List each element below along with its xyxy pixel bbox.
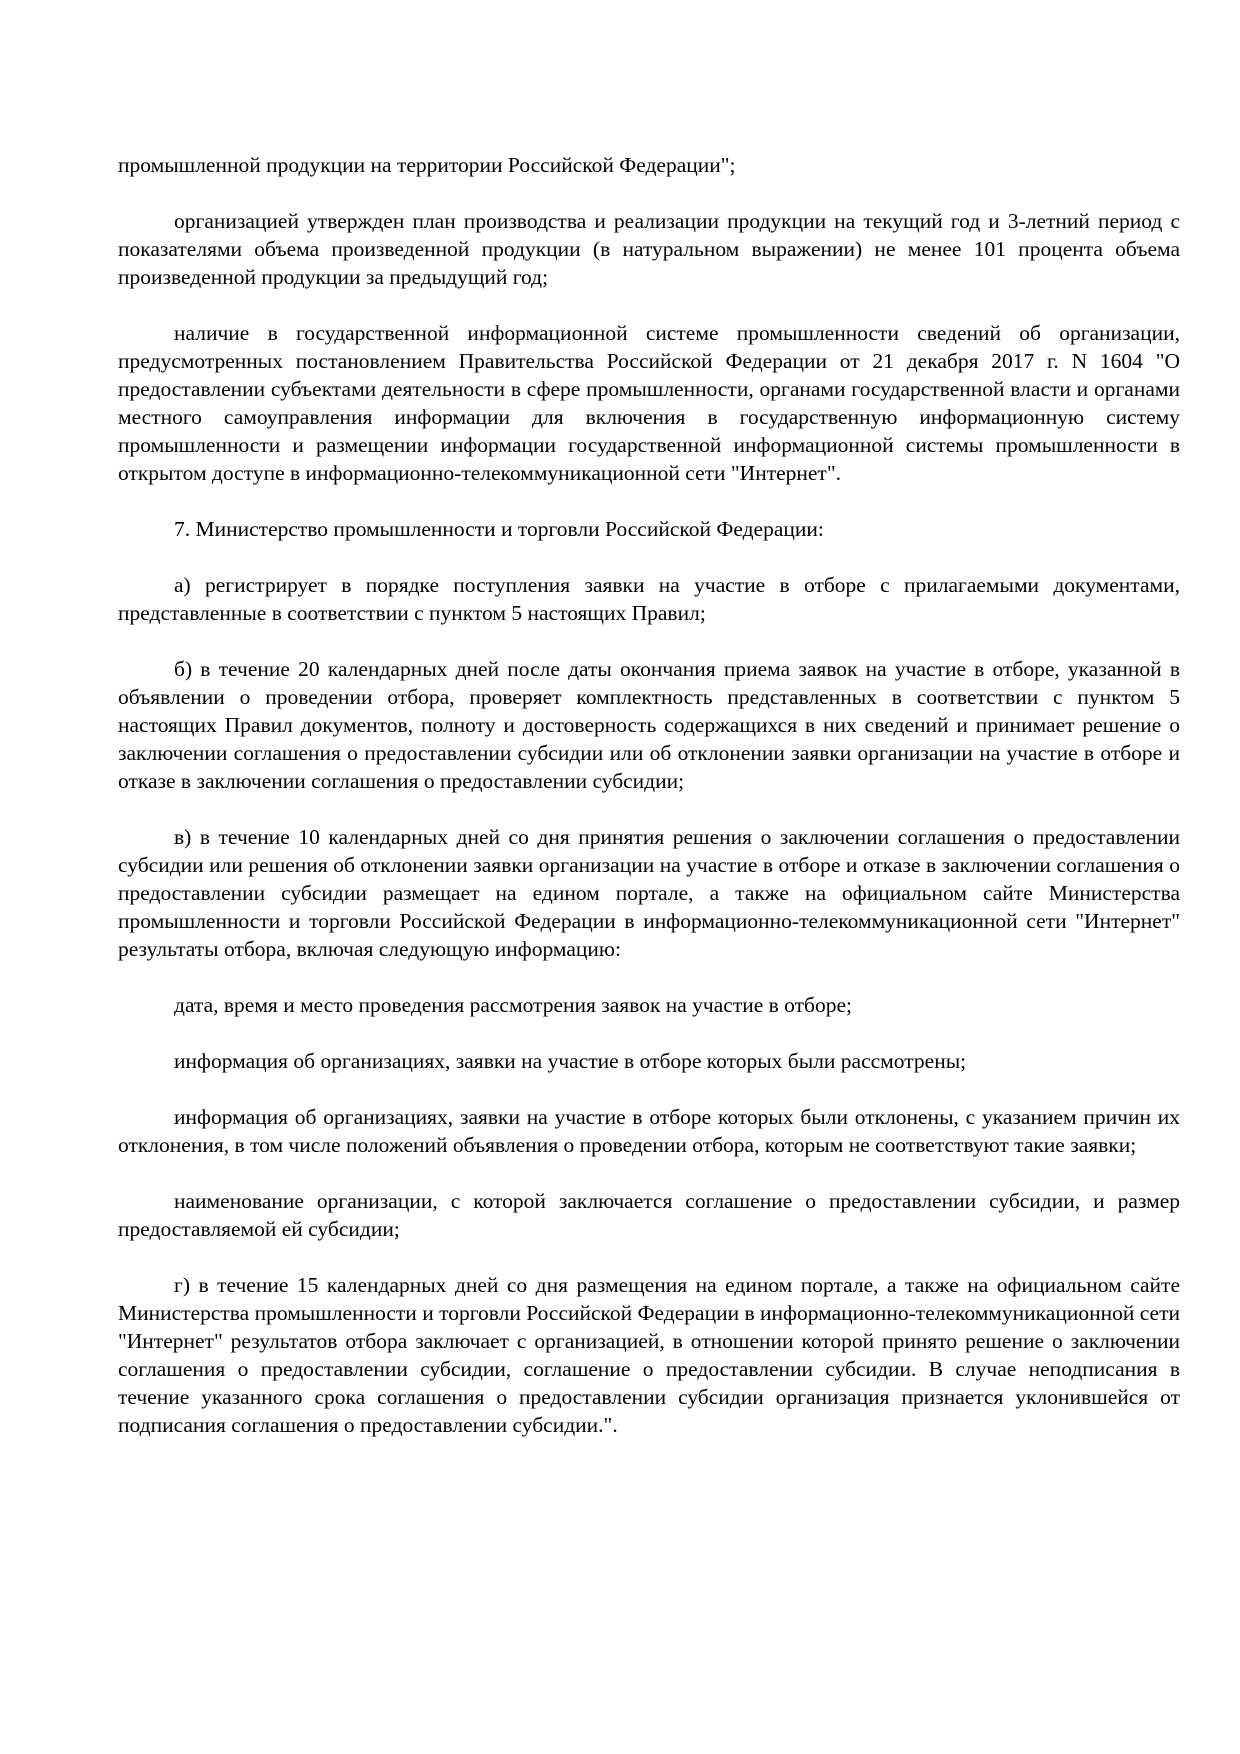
paragraph-item-v: в) в течение 10 календарных дней со дня принятия решения о заключении соглашения о предоставлении субсидии или решения об отклонении заявки организации на участие в отборе и отказе в заключении соглашения о предоставлении субсидии размещает на едином портале, а также на официальном сайте Министерства промышленности и торговли Российской Федерации в информационно-телекоммуникационной сети "Интернет" результаты отбора, включая следующую информацию: xyxy=(118,825,1180,961)
paragraph-continuation: промышленной продукции на территории Российской Федерации"; xyxy=(118,153,736,177)
paragraph-info-rejected: информация об организациях, заявки на участие в отборе которых были отклонены, с указанием причин их отклонения, в том числе положений объявления о проведении отбора, которым не соответствуют такие заявки; xyxy=(118,1105,1180,1157)
document-page xyxy=(118,151,1180,1439)
paragraph-info-date-time: дата, время и место проведения рассмотрения заявок на участие в отборе; xyxy=(174,993,852,1017)
paragraph-item-a: а) регистрирует в порядке поступления заявки на участие в отборе с прилагаемыми документами, представленные в соответствии с пунктом 5 настоящих Правил; xyxy=(118,573,1180,625)
paragraph-item-g: г) в течение 15 календарных дней со дня размещения на едином портале, а также на официальном сайте Министерства промышленности и торговли Российской Федерации в информационно-телекоммуникационной сети "Интернет" результатов отбора заключает с организацией, в отношении которой принято решение о заключении соглашения о предоставлении субсидии, соглашение о предоставлении субсидии. В случае неподписания в течение указанного срока соглашения о предоставлении субсидии организация признается уклонившейся от подписания соглашения о предоставлении субсидии.". xyxy=(118,1273,1180,1437)
paragraph-item-b: б) в течение 20 календарных дней после даты окончания приема заявок на участие в отборе, указанной в объявлении о проведении отбора, проверяет комплектность представленных в соответствии с пунктом 5 настоящих Правил документов, полноту и достоверность содержащихся в них сведений и принимает решение о заключении соглашения о предоставлении субсидии или об отклонении заявки организации на участие в отборе и отказе в заключении соглашения о предоставлении субсидии; xyxy=(118,657,1180,793)
paragraph-production-plan: организацией утвержден план производства и реализации продукции на текущий год и 3-летний период с показателями объема произведенной продукции (в натуральном выражении) не менее 101 процента объема произведенной продукции за предыдущий год; xyxy=(118,209,1180,289)
paragraph-info-reviewed: информация об организациях, заявки на участие в отборе которых были рассмотрены; xyxy=(174,1049,967,1073)
paragraph-info-organization-name: наименование организации, с которой заключается соглашение о предоставлении субсидии, и размер предоставляемой ей субсидии; xyxy=(118,1189,1180,1241)
paragraph-gisp-info: наличие в государственной информационной системе промышленности сведений об организации, предусмотренных постановлением Правительства Российской Федерации от 21 декабря 2017 г. N 1604 "О предоставлении субъектами деятельности в сфере промышленности, органами государственной власти и органами местного самоуправления информации для включения в государственную информационную систему промышленности и размещении информации государственной информационной системы промышленности в открытом доступе в информационно-телекоммуникационной сети "Интернет". xyxy=(118,321,1180,485)
paragraph-item-7-heading: 7. Министерство промышленности и торговли Российской Федерации: xyxy=(174,517,824,541)
